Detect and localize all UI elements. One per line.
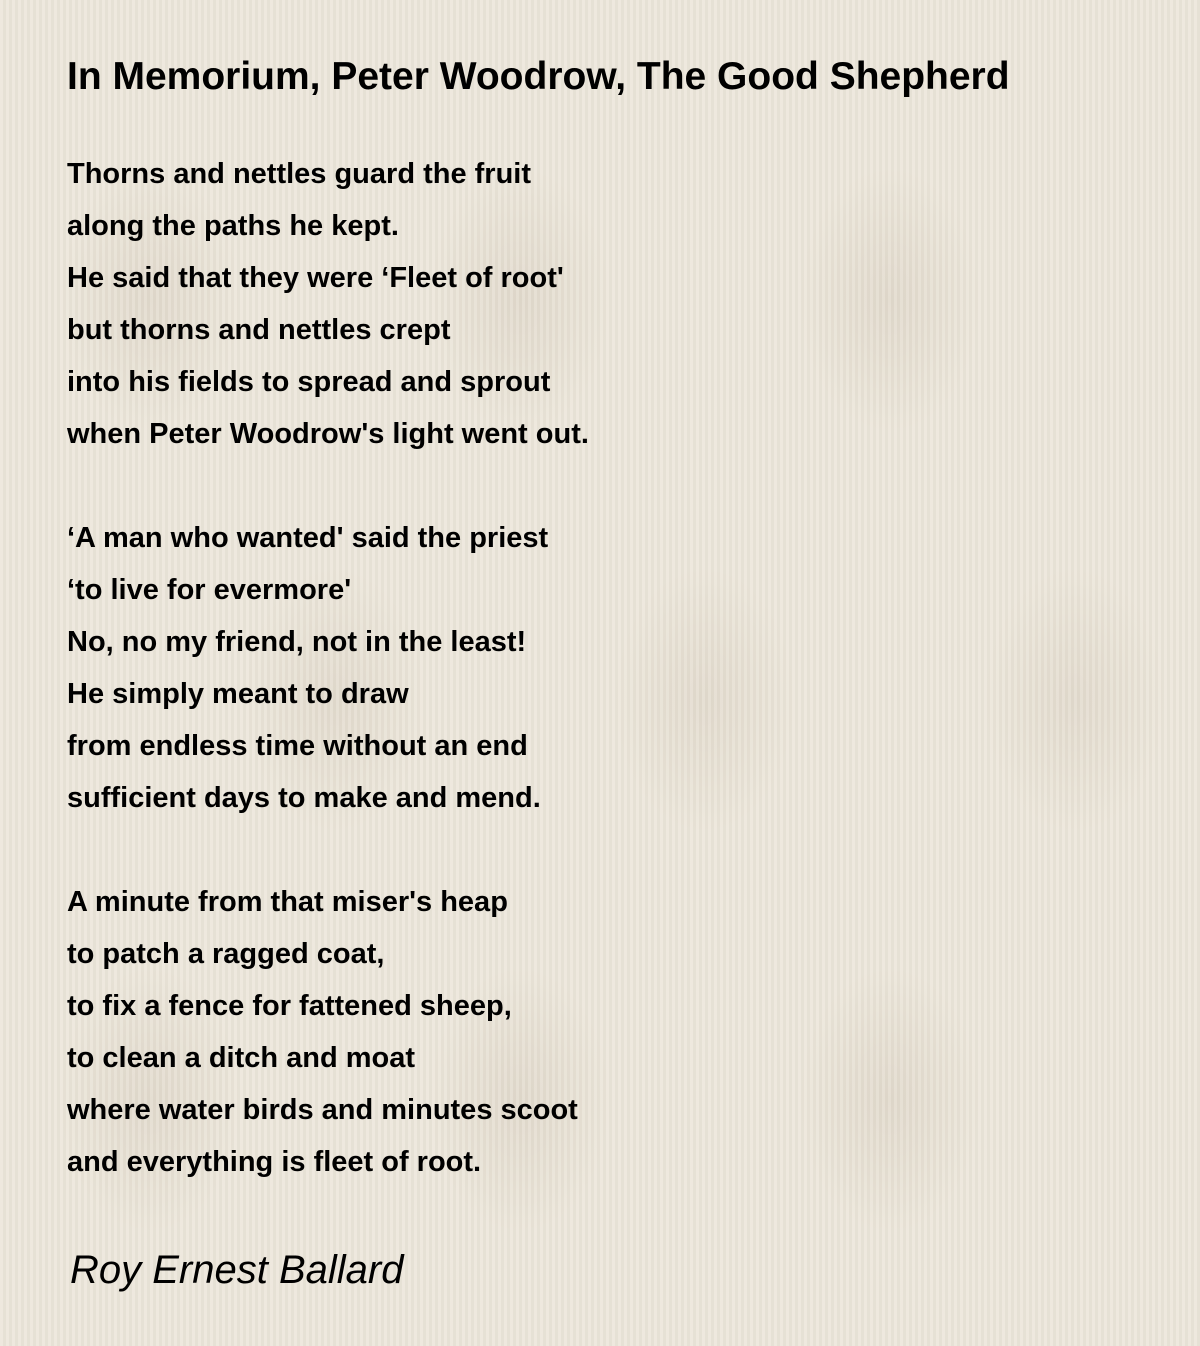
poem-line: where water birds and minutes scoot [67,1094,578,1126]
poem-title: In Memorium, Peter Woodrow, The Good Shepherd [67,55,1010,98]
stanza-1 [67,148,589,460]
poem-line: Thorns and nettles guard the fruit [67,158,532,190]
poem-line: from endless time without an end [67,730,528,762]
poem-line: A minute from that miser's heap [67,886,508,918]
poem-line: to clean a ditch and moat [67,1042,416,1074]
poem-line: ‘A man who wanted' said the priest [67,522,549,554]
poem-body [67,148,589,1240]
poem-line: to fix a fence for fattened sheep, [67,990,512,1022]
stanza-2 [67,512,589,824]
poem-line: to patch a ragged coat, [67,938,385,970]
poem-author: Roy Ernest Ballard [70,1248,404,1292]
poem-line: along the paths he kept. [67,210,399,242]
poem-line: but thorns and nettles crept [67,314,451,346]
poem-line: and everything is fleet of root. [67,1146,482,1178]
poem-line: sufficient days to make and mend. [67,782,541,814]
poem-line: No, no my friend, not in the least! [67,626,527,658]
poem-line: He simply meant to draw [67,678,409,710]
poem-line: into his fields to spread and sprout [67,366,551,398]
poem-line: when Peter Woodrow's light went out. [67,418,589,450]
poem-line: ‘to live for evermore' [67,574,352,606]
poem-line: He said that they were ‘Fleet of root' [67,262,564,294]
stanza-3 [67,876,589,1188]
